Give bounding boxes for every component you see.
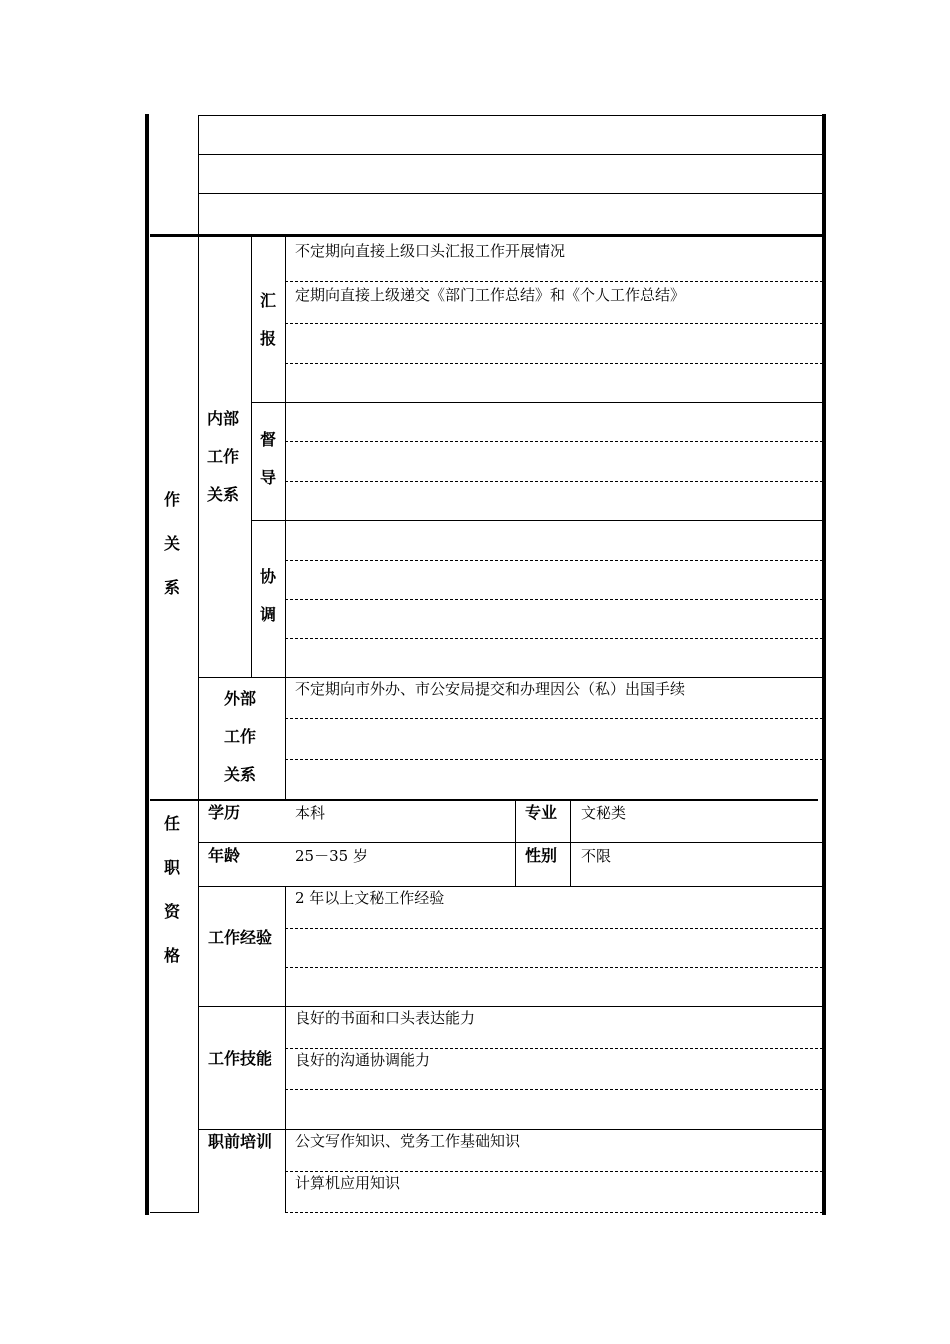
supervise-label bbox=[260, 421, 280, 497]
report-line: 不定期向直接上级口头汇报工作开展情况 bbox=[295, 242, 566, 260]
dashed-line bbox=[285, 560, 823, 561]
char: 格 bbox=[164, 946, 181, 965]
external-line: 不定期向市外办、市公安局提交和办理因公（私）出国手续 bbox=[295, 680, 686, 698]
internal-relations-label bbox=[207, 400, 247, 514]
char: 任 bbox=[164, 814, 181, 833]
major-value: 文秘类 bbox=[581, 804, 627, 822]
char: 职 bbox=[164, 858, 181, 877]
major-label: 专业 bbox=[525, 803, 558, 822]
section-separator bbox=[150, 799, 818, 801]
gender-value: 不限 bbox=[581, 847, 612, 865]
dashed-line bbox=[285, 441, 823, 442]
label-line: 内部 bbox=[207, 409, 240, 428]
report-line: 定期向直接上级递交《部门工作总结》和《个人工作总结》 bbox=[295, 286, 686, 304]
label-line: 工作 bbox=[224, 727, 257, 746]
label-line: 工作 bbox=[207, 447, 240, 466]
external-relations-label bbox=[224, 680, 264, 794]
skills-label: 工作技能 bbox=[208, 1049, 273, 1068]
char: 报 bbox=[260, 329, 277, 348]
report-label bbox=[260, 282, 280, 358]
char: 调 bbox=[260, 605, 277, 624]
age-label: 年龄 bbox=[208, 846, 241, 865]
row-divider bbox=[198, 886, 823, 887]
dashed-line bbox=[285, 323, 823, 324]
char: 督 bbox=[260, 430, 277, 449]
label-line: 关系 bbox=[224, 765, 257, 784]
gender-label: 性别 bbox=[525, 846, 558, 865]
dashed-line bbox=[285, 928, 823, 929]
char: 导 bbox=[260, 468, 277, 487]
section-label-work-relations bbox=[164, 478, 184, 610]
column-divider bbox=[285, 237, 286, 800]
bottom-stub bbox=[150, 1212, 198, 1213]
skills-line: 良好的书面和口头表达能力 bbox=[295, 1009, 476, 1027]
dashed-line bbox=[285, 1048, 823, 1049]
row-divider bbox=[198, 842, 823, 843]
education-value: 本科 bbox=[295, 804, 326, 822]
age-value: 25－35 岁 bbox=[295, 847, 368, 865]
dashed-line bbox=[285, 1089, 823, 1090]
dashed-line bbox=[285, 967, 823, 968]
row-divider bbox=[198, 193, 823, 194]
dashed-line bbox=[285, 481, 823, 482]
dashed-line bbox=[285, 759, 823, 760]
char: 系 bbox=[164, 578, 181, 597]
row-divider bbox=[198, 1006, 823, 1007]
training-line: 公文写作知识、党务工作基础知识 bbox=[295, 1132, 521, 1150]
experience-line: 2 年以上文秘工作经验 bbox=[295, 889, 445, 907]
column-divider bbox=[198, 115, 199, 1213]
char: 汇 bbox=[260, 291, 277, 310]
column-divider bbox=[251, 237, 252, 677]
dashed-line bbox=[285, 363, 823, 364]
dashed-line bbox=[285, 281, 823, 282]
row-divider bbox=[198, 154, 823, 155]
top-border bbox=[198, 115, 823, 116]
column-divider bbox=[570, 800, 571, 886]
column-divider bbox=[285, 886, 286, 1213]
training-label: 职前培训 bbox=[208, 1132, 273, 1151]
dashed-line bbox=[285, 718, 823, 719]
section-label-qualifications bbox=[164, 802, 184, 978]
dashed-line bbox=[285, 1212, 823, 1213]
training-line: 计算机应用知识 bbox=[295, 1174, 401, 1192]
left-thick-border bbox=[145, 114, 149, 1215]
char: 作 bbox=[164, 490, 181, 509]
education-label: 学历 bbox=[208, 803, 241, 822]
group-divider bbox=[251, 520, 823, 521]
char: 协 bbox=[260, 567, 277, 586]
right-thick-border bbox=[822, 114, 826, 1215]
char: 资 bbox=[164, 902, 181, 921]
dashed-line bbox=[285, 1171, 823, 1172]
column-divider bbox=[515, 800, 516, 886]
coordinate-label bbox=[260, 558, 280, 634]
group-divider bbox=[198, 677, 823, 678]
experience-label: 工作经验 bbox=[208, 928, 273, 947]
dashed-line bbox=[285, 599, 823, 600]
group-divider bbox=[251, 402, 823, 403]
label-line: 关系 bbox=[207, 485, 240, 504]
label-line: 外部 bbox=[224, 689, 257, 708]
row-divider bbox=[198, 1129, 823, 1130]
dashed-line bbox=[285, 638, 823, 639]
char: 关 bbox=[164, 534, 181, 553]
skills-line: 良好的沟通协调能力 bbox=[295, 1051, 431, 1069]
